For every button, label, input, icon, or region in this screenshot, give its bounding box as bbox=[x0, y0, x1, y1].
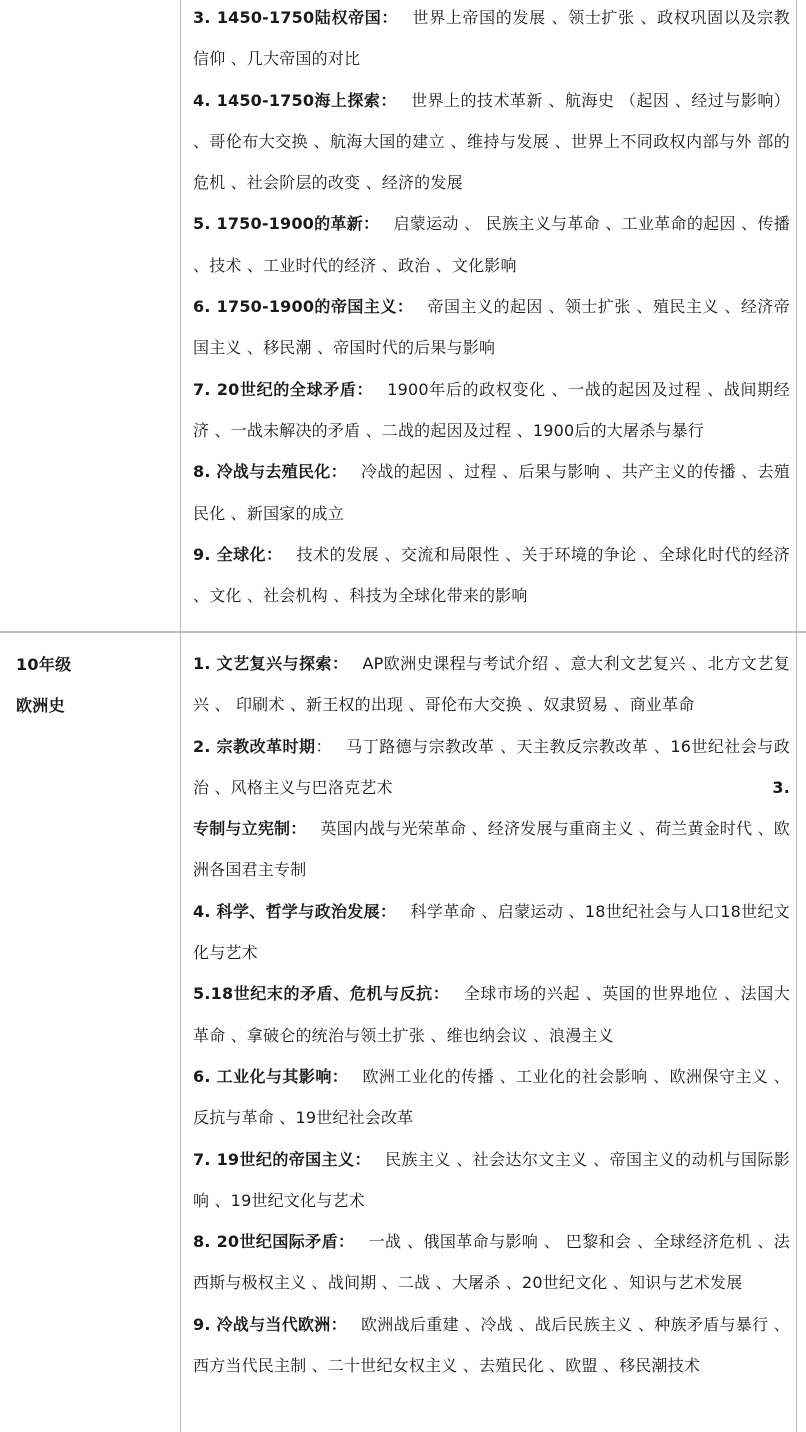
topic-body: 英国内战与光荣革命 、经济发展与重商主义 、荷兰黄金时代 、欧洲各国君主专制 bbox=[193, 819, 790, 880]
topic-title: 专制与立宪制： bbox=[193, 819, 307, 839]
topic-body: 科学革命 、启蒙运动 、18世纪社会与人口18世纪文化与艺术 bbox=[193, 901, 790, 963]
world-history-topics bbox=[193, 0, 790, 616]
topic-title: 3. 1450-1750陆权帝国： bbox=[193, 8, 399, 27]
topic-title: 2. 宗教改革时期 bbox=[193, 736, 316, 756]
topic-body: 技术的发展 、交流和局限性 、关于环境的争论 、全球化时代的经济 、文化 、社会机构 、科技为全球化带来的影响 bbox=[193, 544, 790, 606]
topic-colon: ： bbox=[315, 736, 332, 756]
topic-body: 全球市场的兴起 、英国的世界地位 、法国大革命 、拿破仑的统治与领土扩张 、维也纳会议 、浪漫主义 bbox=[193, 984, 790, 1045]
topic-body: 世界上的技术革新 、航海史 （起因 、经过与影响） 、哥伦布大交换 、航海大国的建立 、维持与发展 、世界上不同政权内部与外 部的危机 、社会阶层的改变 、经济的发展 bbox=[193, 90, 790, 193]
topic-item bbox=[193, 643, 790, 726]
topic-item bbox=[193, 286, 790, 369]
topic-body: 一战 、俄国革命与影响 、 巴黎和会 、全球经济危机 、法西斯与极权主义 、战间期 、二战 、大屠杀 、20世纪文化 、知识与艺术发展 bbox=[193, 1232, 790, 1293]
topic-title: 5.18世纪末的矛盾、危机与反抗： bbox=[193, 984, 450, 1004]
topic-body: AP欧洲史课程与考试介绍 、意大利文艺复兴 、北方文艺复兴 、 印刷术 、新王权的出现 、哥伦布大交换 、奴隶贸易 、商业革命 bbox=[193, 654, 790, 715]
topic-body: 帝国主义的起因 、领士扩张 、殖民主义 、经济帝国主义 、移民潮 、帝国时代的后果与影响 bbox=[193, 297, 790, 358]
topic-item bbox=[193, 80, 790, 204]
topic-title: 4. 科学、哲学与政治发展： bbox=[193, 901, 397, 921]
topic-body: 欧洲战后重建 、冷战 、战后民族主义 、种族矛盾与暴行 、西方当代民主制 、二十世纪女权主义 、去殖民化 、欧盟 、移民潮技术 bbox=[193, 1314, 790, 1376]
grade-cell bbox=[16, 644, 166, 726]
topic-body: 民族主义 、社会达尔文主义 、帝国主义的动机与国际影响 、19世纪文化与艺术 bbox=[193, 1149, 791, 1210]
topic-title: 5. 1750-1900的革新： bbox=[193, 214, 380, 234]
topic-title: 9. 全球化： bbox=[193, 544, 283, 564]
topic-item bbox=[193, 973, 790, 1056]
topic-item bbox=[193, 0, 790, 80]
topic-item bbox=[193, 1139, 790, 1222]
grade-label: 10年级 bbox=[16, 655, 72, 674]
topic-number: 3. bbox=[772, 777, 790, 797]
topic-title: 8. 20世纪国际矛盾： bbox=[193, 1232, 355, 1252]
topic-title: 1. 文艺复兴与探索： bbox=[193, 654, 349, 673]
topic-item bbox=[193, 1304, 790, 1387]
topic-title: 4. 1450-1750海上探索： bbox=[193, 90, 397, 110]
topic-item bbox=[193, 203, 790, 286]
topic-title: 7. 19世纪的帝国主义： bbox=[193, 1149, 371, 1169]
topic-title: 9. 冷战与当代欧洲： bbox=[193, 1314, 347, 1334]
topic-body: 1900年后的政权变化 、一战的起因及过程 、战间期经济 、一战未解决的矛盾 、二战的起因及过程 、1900后的大屠杀与暴行 bbox=[193, 379, 790, 440]
topic-title: 7. 20世纪的全球矛盾： bbox=[193, 379, 374, 399]
topic-body: 马丁路德与宗教改革 、天主教反宗教改革 、16世纪社会与政治 、风格主义与巴洛克艺术 bbox=[193, 736, 790, 797]
topic-item bbox=[193, 808, 790, 891]
topic-item bbox=[193, 726, 790, 809]
topic-item bbox=[193, 451, 790, 534]
topic-item bbox=[193, 1221, 790, 1304]
european-history-topics bbox=[193, 643, 790, 1386]
topic-body: 启蒙运动 、 民族主义与革命 、工业革命的起因 、传播 、技术 、工业时代的经济 、政治 、文化影响 bbox=[193, 214, 791, 275]
topic-title: 6. 1750-1900的帝国主义： bbox=[193, 297, 414, 317]
topic-title: 8. 冷战与去殖民化： bbox=[193, 462, 347, 482]
topic-body: 欧洲工业化的传播 、工业化的社会影响 、欧洲保守主义 、反抗与革命 、19世纪社会改革 bbox=[193, 1066, 791, 1128]
column-divider bbox=[180, 0, 181, 1432]
topic-item bbox=[193, 534, 790, 617]
topic-item bbox=[193, 1056, 790, 1139]
topic-body: 冷战的起因 、过程 、后果与影响 、共产主义的传播 、去殖民化 、新国家的成立 bbox=[193, 462, 790, 523]
right-border bbox=[796, 0, 797, 1432]
row-divider bbox=[0, 631, 806, 633]
topic-body: 世界上帝国的发展 、领士扩张 、政权巩固以及宗教信仰 、几大帝国的对比 bbox=[193, 8, 790, 69]
topic-item bbox=[193, 891, 790, 974]
topic-title: 6. 工业化与其影响： bbox=[193, 1066, 349, 1086]
course-label: 欧洲史 bbox=[16, 696, 65, 715]
topic-item bbox=[193, 369, 790, 452]
